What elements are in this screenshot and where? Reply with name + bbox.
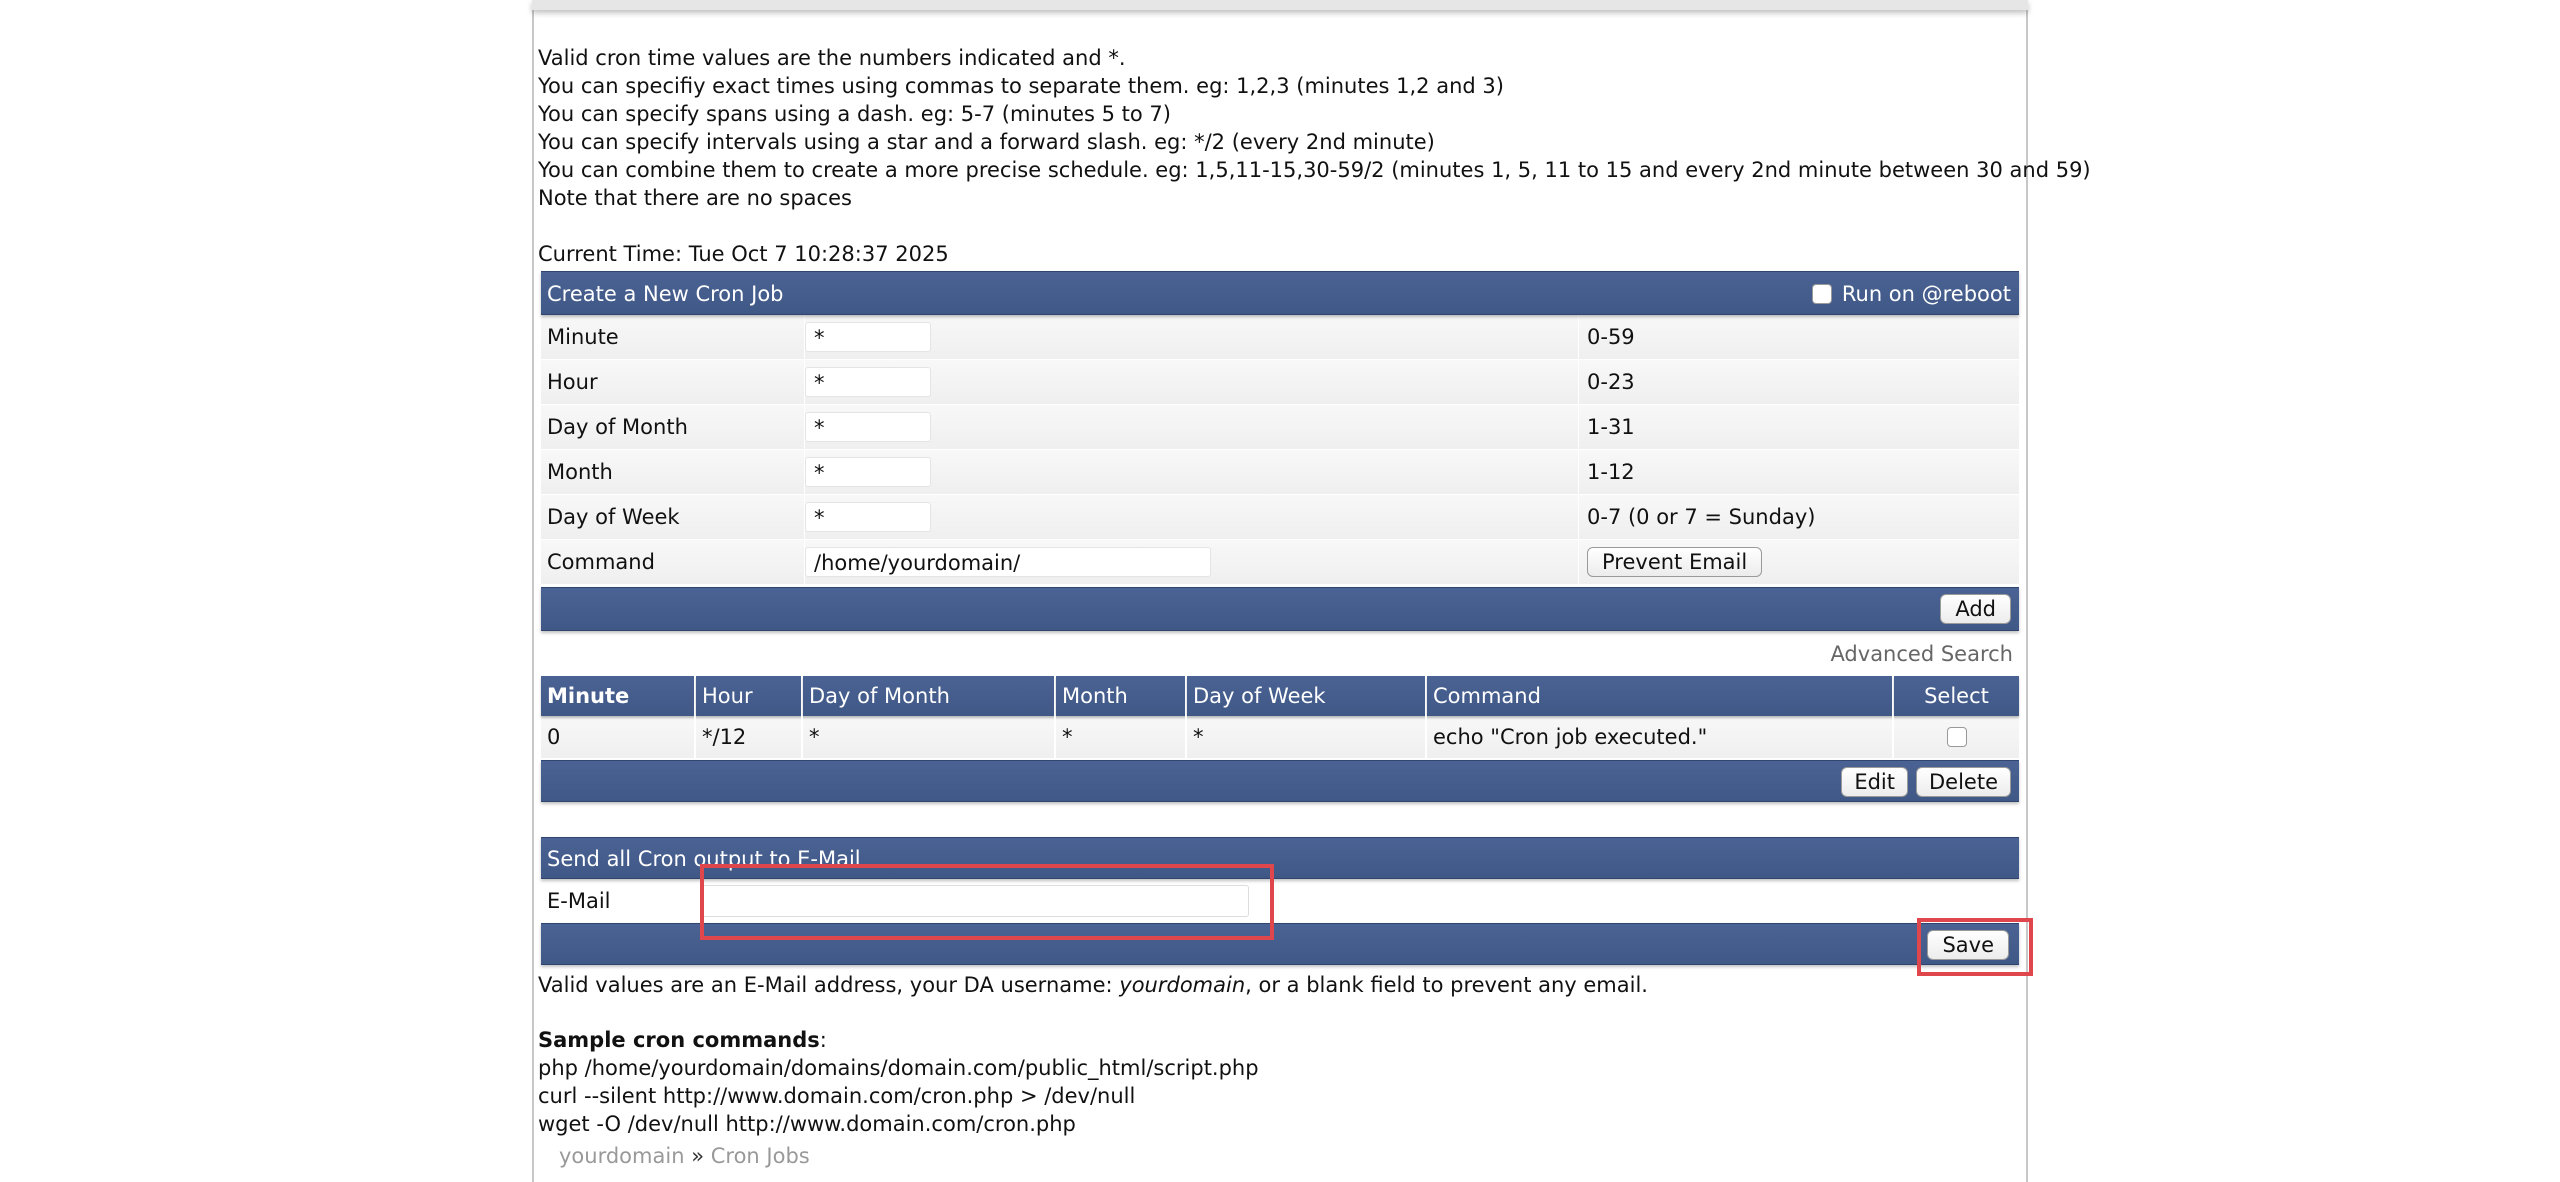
prevent-email-button[interactable]: Prevent Email [1587,547,1762,577]
breadcrumb [559,1142,810,1170]
cron-jobs-table [541,676,2019,802]
day-of-week-input[interactable]: * [805,502,931,532]
hour-label: Hour [541,360,805,404]
minute-row [541,315,2019,360]
col-command[interactable]: Command [1427,676,1894,716]
day-of-week-label: Day of Week [541,495,805,539]
sample-commands [538,1054,1259,1138]
top-bar [532,0,2028,10]
da-username: yourdomain [1119,973,1246,997]
day-of-month-input[interactable]: * [805,412,931,442]
month-input[interactable]: * [805,457,931,487]
email-title: Send all Cron output to E-Mail [547,847,861,871]
hour-row [541,360,2019,405]
highlight-email-input [700,864,1274,940]
instructions [538,44,2091,212]
cell-command: echo "Cron job executed." [1427,716,1894,758]
col-select: Select [1894,676,2019,716]
month-range: 1-12 [1587,460,1635,484]
cell-day-of-week: * [1187,716,1427,758]
advanced-search-link[interactable]: Advanced Search [1830,642,2013,666]
note-line: Valid cron time values are the numbers indicated and *. [538,46,1126,70]
delete-button[interactable]: Delete [1916,767,2011,797]
cell-minute: 0 [541,716,696,758]
sample-command: wget -O /dev/null http://www.domain.com/cron.php [538,1112,1076,1136]
month-row [541,450,2019,495]
col-day-of-week[interactable]: Day of Week [1187,676,1427,716]
day-of-month-label: Day of Month [541,405,805,449]
col-hour[interactable]: Hour [696,676,803,716]
create-cron-panel [541,271,2019,631]
command-label: Command [541,540,805,584]
col-month[interactable]: Month [1056,676,1187,716]
minute-range: 0-59 [1587,325,1635,349]
sample-command: php /home/yourdomain/domains/domain.com/public_html/script.php [538,1056,1259,1080]
table-footer [541,760,2019,802]
command-row [541,540,2019,585]
minute-label: Minute [541,315,805,359]
valid-values-note: Valid values are an E-Mail address, your DA username: yourdomain, or a blank field to prevent any email. [538,973,1648,997]
hour-input[interactable]: * [805,367,931,397]
current-time: Current Time: Tue Oct 7 10:28:37 2025 [538,242,949,266]
edit-button[interactable]: Edit [1841,767,1908,797]
samples-title: Sample cron commands [538,1028,820,1052]
day-of-month-range: 1-31 [1587,415,1635,439]
create-cron-footer [541,587,2019,631]
cell-hour: */12 [696,716,803,758]
samples-title-line: Sample cron commands: [538,1028,827,1052]
reboot-label: Run on @reboot [1841,282,2011,306]
note-line: You can combine them to create a more precise schedule. eg: 1,5,11-15,30-59/2 (minutes 1, 5, 11 to 15 and every 2nd minute between 30 and 59) [538,158,2091,182]
email-label: E-Mail [547,888,611,913]
create-cron-header [541,271,2019,315]
table-row [541,716,2019,758]
breadcrumb-home[interactable]: yourdomain [559,1144,685,1168]
left-blank-area [0,0,532,1182]
col-day-of-month[interactable]: Day of Month [803,676,1056,716]
run-on-reboot[interactable] [1812,272,2011,316]
hour-range: 0-23 [1587,370,1635,394]
month-label: Month [541,450,805,494]
sample-command: curl --silent http://www.domain.com/cron.php > /dev/null [538,1084,1136,1108]
day-of-week-row [541,495,2019,540]
highlight-save-button [1917,918,2033,976]
day-of-week-range: 0-7 (0 or 7 = Sunday) [1587,505,1816,529]
create-cron-title: Create a New Cron Job [547,282,784,306]
table-header [541,676,2019,716]
cell-month: * [1056,716,1187,758]
minute-input[interactable]: * [805,322,931,352]
add-button[interactable]: Add [1940,594,2011,624]
col-minute[interactable]: Minute [541,676,696,716]
reboot-checkbox[interactable] [1812,284,1832,304]
row-select-checkbox[interactable] [1947,727,1967,747]
note-line: You can specify intervals using a star and a forward slash. eg: */2 (every 2nd minute) [538,130,1435,154]
save-button[interactable]: Save [1927,930,2009,960]
breadcrumb-separator: » [691,1144,705,1168]
note-line: You can specifiy exact times using commas to separate them. eg: 1,2,3 (minutes 1,2 and 3) [538,74,1504,98]
note-line: You can specify spans using a dash. eg: 5-7 (minutes 5 to 7) [538,102,1171,126]
breadcrumb-current[interactable]: Cron Jobs [710,1144,810,1168]
day-of-month-row [541,405,2019,450]
command-input[interactable]: /home/yourdomain/ [805,547,1211,577]
cell-day-of-month: * [803,716,1056,758]
note-line: Note that there are no spaces [538,186,852,210]
